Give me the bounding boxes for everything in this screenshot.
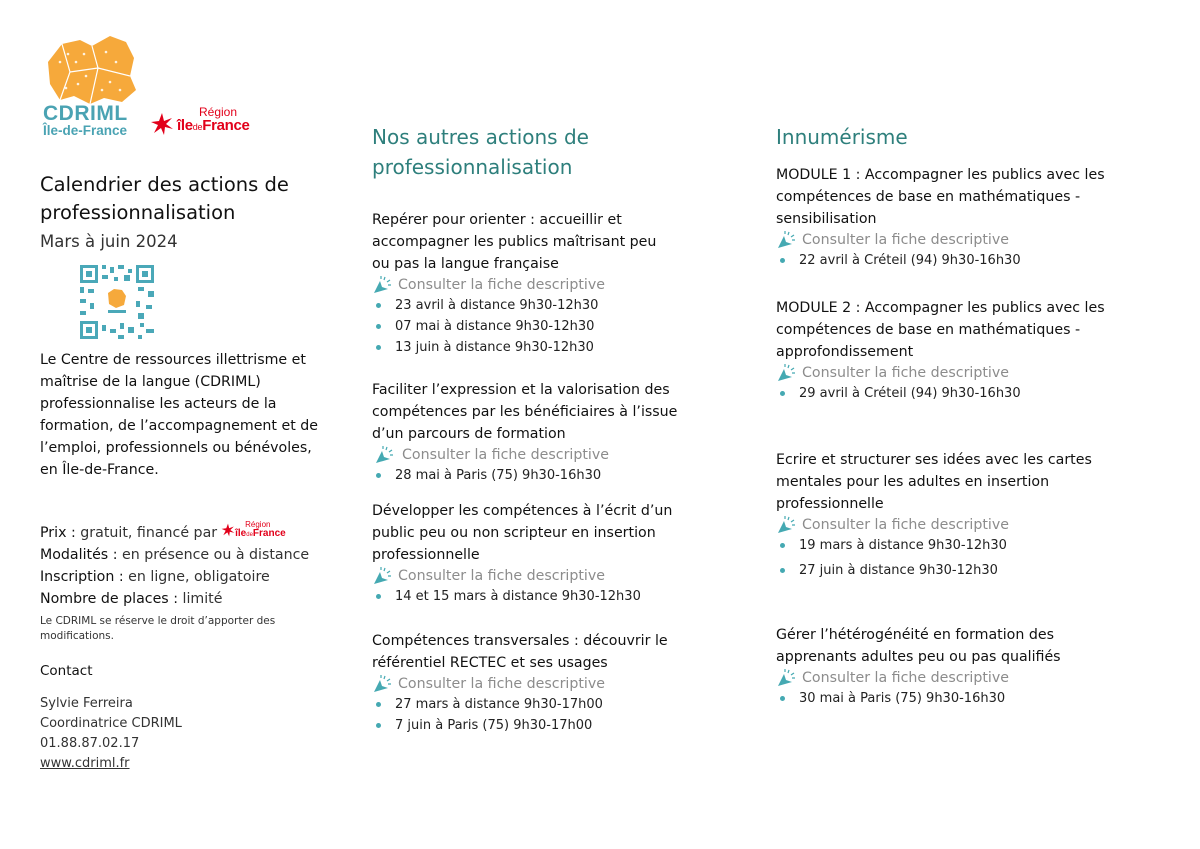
- cursor-click-icon: [776, 231, 798, 249]
- item-title: Développer les compétences à l’écrit d’un public peu ou non scripteur en insertion professionnelle: [372, 503, 673, 563]
- session-date: 14 et 15 mars à distance 9h30-12h30: [372, 586, 712, 607]
- places-line: Nombre de places : limité: [40, 591, 223, 607]
- brand-name: CDRIML: [43, 102, 128, 125]
- contact-role: Coordinatrice CDRIML: [40, 716, 182, 731]
- session-date: 13 juin à distance 9h30-12h30: [372, 337, 707, 358]
- contact-heading: Contact: [40, 663, 93, 679]
- right-item-1: [776, 164, 1146, 271]
- session-date: 29 avril à Créteil (94) 9h30-16h30: [776, 383, 1156, 404]
- middle-item-2: [372, 379, 712, 486]
- item-title: Ecrire et structurer ses idées avec les cartes mentales pour les adultes en insertion professionnelle: [776, 452, 1092, 512]
- disclaimer: Le CDRIML se réserve le droit d’apporter des modifications.: [40, 615, 276, 642]
- qr-code[interactable]: [78, 263, 156, 341]
- page-dates: Mars à juin 2024: [40, 232, 178, 251]
- cursor-click-icon: [372, 276, 394, 294]
- map-logo-icon: [40, 32, 160, 107]
- session-date: 7 juin à Paris (75) 9h30-17h00: [372, 715, 712, 736]
- intro-text: Le Centre de ressources illettrisme et maîtrise de la langue (CDRIML) professionnalise les acteurs de la formation, de l’accompagnement et de l’emploi, professionnels ou bénévoles, en Île-de-France.: [40, 352, 319, 478]
- item-title: Repérer pour orienter : accueillir et accompagner les publics maîtrisant peu ou pas la langue française: [372, 212, 657, 272]
- cursor-click-icon: [372, 446, 398, 464]
- item-title: Faciliter l’expression et la valorisation des compétences par les bénéficiaires à l’issue d’un parcours de formation: [372, 382, 678, 442]
- contact-website-link[interactable]: www.cdriml.fr: [40, 756, 130, 771]
- fiche-link[interactable]: Consulter la fiche descriptive: [776, 363, 1156, 383]
- region-idf-logo: [150, 106, 250, 136]
- cursor-click-icon: [776, 516, 798, 534]
- session-date: 07 mai à distance 9h30-12h30: [372, 316, 707, 337]
- fiche-link[interactable]: Consulter la fiche descriptive: [372, 674, 712, 694]
- fiche-link[interactable]: Consulter la fiche descriptive: [372, 445, 712, 465]
- fiche-link[interactable]: Consulter la fiche descriptive: [776, 515, 1146, 535]
- session-date: 27 mars à distance 9h30-17h00: [372, 694, 712, 715]
- price-line: Prix : gratuit, financé par Région îledeFrance: [40, 520, 286, 541]
- session-date: 28 mai à Paris (75) 9h30-16h30: [372, 465, 712, 486]
- item-title: Gérer l’hétérogénéité en formation des apprenants adultes peu ou pas qualifiés: [776, 627, 1061, 665]
- cursor-click-icon: [372, 675, 394, 693]
- cursor-click-icon: [776, 364, 798, 382]
- session-date: 22 avril à Créteil (94) 9h30-16h30: [776, 250, 1146, 271]
- session-date: 19 mars à distance 9h30-12h30: [776, 535, 1146, 556]
- modalites-line: Modalités : en présence ou à distance: [40, 547, 310, 563]
- contact-block: [40, 694, 182, 774]
- fiche-link[interactable]: Consulter la fiche descriptive: [776, 230, 1146, 250]
- middle-item-3: [372, 500, 712, 607]
- session-date: 30 mai à Paris (75) 9h30-16h30: [776, 688, 1136, 709]
- contact-name: Sylvie Ferreira: [40, 696, 133, 711]
- cursor-click-icon: [372, 567, 394, 585]
- region-label: Région: [199, 105, 238, 119]
- item-title: Compétences transversales : découvrir le référentiel RECTEC et ses usages: [372, 633, 668, 671]
- region-star-small-icon: [221, 523, 235, 537]
- middle-item-1: [372, 209, 707, 358]
- region-mini-logo: Région îledeFrance: [221, 520, 286, 540]
- right-item-4: [776, 624, 1136, 709]
- inscription-line: Inscription : en ligne, obligatoire: [40, 569, 270, 585]
- page-title: Calendrier des actions de professionnalisation: [40, 173, 289, 224]
- contact-phone: 01.88.87.02.17: [40, 736, 140, 751]
- item-title: MODULE 2 : Accompagner les publics avec les compétences de base en mathématiques - approfondissement: [776, 300, 1105, 360]
- info-block: [40, 522, 340, 610]
- qr-code-icon: [78, 263, 156, 341]
- fiche-link[interactable]: Consulter la fiche descriptive: [372, 275, 707, 295]
- middle-section-title: Nos autres actions de professionnalisation: [372, 125, 589, 179]
- fiche-link[interactable]: Consulter la fiche descriptive: [776, 668, 1136, 688]
- session-date: 27 juin à distance 9h30-12h30: [776, 560, 1146, 581]
- right-item-3: [776, 449, 1146, 581]
- session-date: 23 avril à distance 9h30-12h30: [372, 295, 707, 316]
- region-name: îledeFrance: [177, 117, 250, 134]
- right-section-title: Innumérisme: [776, 125, 908, 149]
- item-title: MODULE 1 : Accompagner les publics avec les compétences de base en mathématiques - sensibilisation: [776, 167, 1105, 227]
- right-item-2: [776, 297, 1156, 404]
- cursor-click-icon: [776, 669, 798, 687]
- fiche-link[interactable]: Consulter la fiche descriptive: [372, 566, 712, 586]
- brand-region: Île-de-France: [43, 123, 128, 138]
- region-star-icon: [150, 112, 174, 136]
- middle-item-4: [372, 630, 712, 736]
